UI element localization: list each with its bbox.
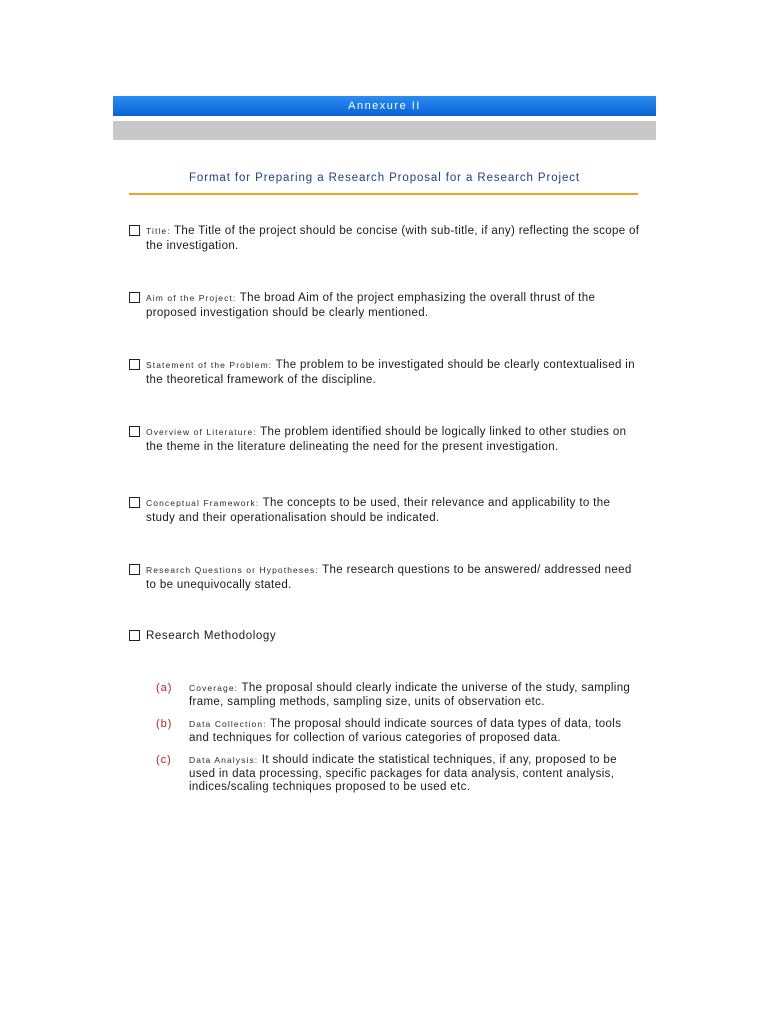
item-label: Overview of Literature: [146, 427, 257, 437]
item-text [146, 629, 641, 644]
checklist-item-aim [129, 291, 641, 320]
checklist-item-methodology [129, 629, 641, 644]
item-label: Research Methodology [146, 630, 277, 642]
checkbox[interactable] [129, 426, 140, 437]
checklist-item-literature [129, 425, 641, 454]
item-description: The problem identified should be logically linked to other studies on the theme in the literature delineating the need for the present investigation. [146, 426, 627, 453]
checkbox[interactable] [129, 225, 140, 236]
item-description: The concepts to be used, their relevance and applicability to the study and their operationalisation should be indicated. [146, 497, 611, 524]
item-description: The broad Aim of the project emphasizing the overall thrust of the proposed investigation should be clearly mentioned. [146, 292, 596, 319]
subitem-text [189, 754, 641, 795]
header-divider-bar [113, 121, 656, 140]
subitem-text [189, 718, 641, 745]
annexure-header: Annexure II [113, 96, 656, 116]
item-text [146, 291, 641, 320]
checkbox[interactable] [129, 359, 140, 370]
checklist-item-conceptual-framework [129, 496, 641, 525]
item-text [146, 496, 641, 525]
item-label: Research Questions or Hypotheses: [146, 565, 319, 575]
title-underline [129, 193, 638, 195]
item-text [146, 358, 641, 387]
item-text [146, 563, 641, 592]
subitem-description: The proposal should clearly indicate the universe of the study, sampling frame, sampling methods, sampling size, units of observation etc. [189, 682, 631, 708]
checklist-item-research-questions [129, 563, 641, 592]
methodology-subitem-data-collection [156, 718, 641, 745]
item-description: The problem to be investigated should be clearly contextualised in the theoretical framework of the discipline. [146, 359, 635, 386]
checklist-item-problem-statement [129, 358, 641, 387]
methodology-subitem-data-analysis [156, 754, 641, 795]
item-description: The Title of the project should be concise (with sub-title, if any) reflecting the scope of the investigation. [146, 225, 640, 252]
methodology-subitem-coverage [156, 682, 641, 709]
item-description: The research questions to be answered/ addressed need to be unequivocally stated. [146, 564, 632, 591]
document-title: Format for Preparing a Research Proposal for a Research Project [189, 172, 580, 184]
item-label: Title: [146, 226, 171, 236]
subitem-label: Data Analysis: [189, 755, 259, 765]
checklist-item-title [129, 224, 641, 253]
checkbox[interactable] [129, 564, 140, 575]
subitem-letter: (a) [156, 682, 173, 694]
item-label: Conceptual Framework: [146, 498, 260, 508]
subitem-letter: (c) [156, 754, 172, 766]
subitem-letter: (b) [156, 718, 173, 730]
subitem-label: Coverage: [189, 683, 239, 693]
checkbox[interactable] [129, 497, 140, 508]
checkbox[interactable] [129, 292, 140, 303]
subitem-description: The proposal should indicate sources of data types of data, tools and techniques for collection of various categories of proposed data. [189, 718, 622, 744]
item-label: Statement of the Problem: [146, 360, 273, 370]
subitem-label: Data Collection: [189, 719, 267, 729]
item-text [146, 224, 641, 253]
subitem-text [189, 682, 641, 709]
checkbox[interactable] [129, 630, 140, 641]
item-label: Aim of the Project: [146, 293, 237, 303]
item-text [146, 425, 641, 454]
subitem-description: It should indicate the statistical techniques, if any, proposed to be used in data processing, specific packages for data analysis, content analysis, indices/scaling techniques proposed to be used etc. [189, 754, 617, 793]
